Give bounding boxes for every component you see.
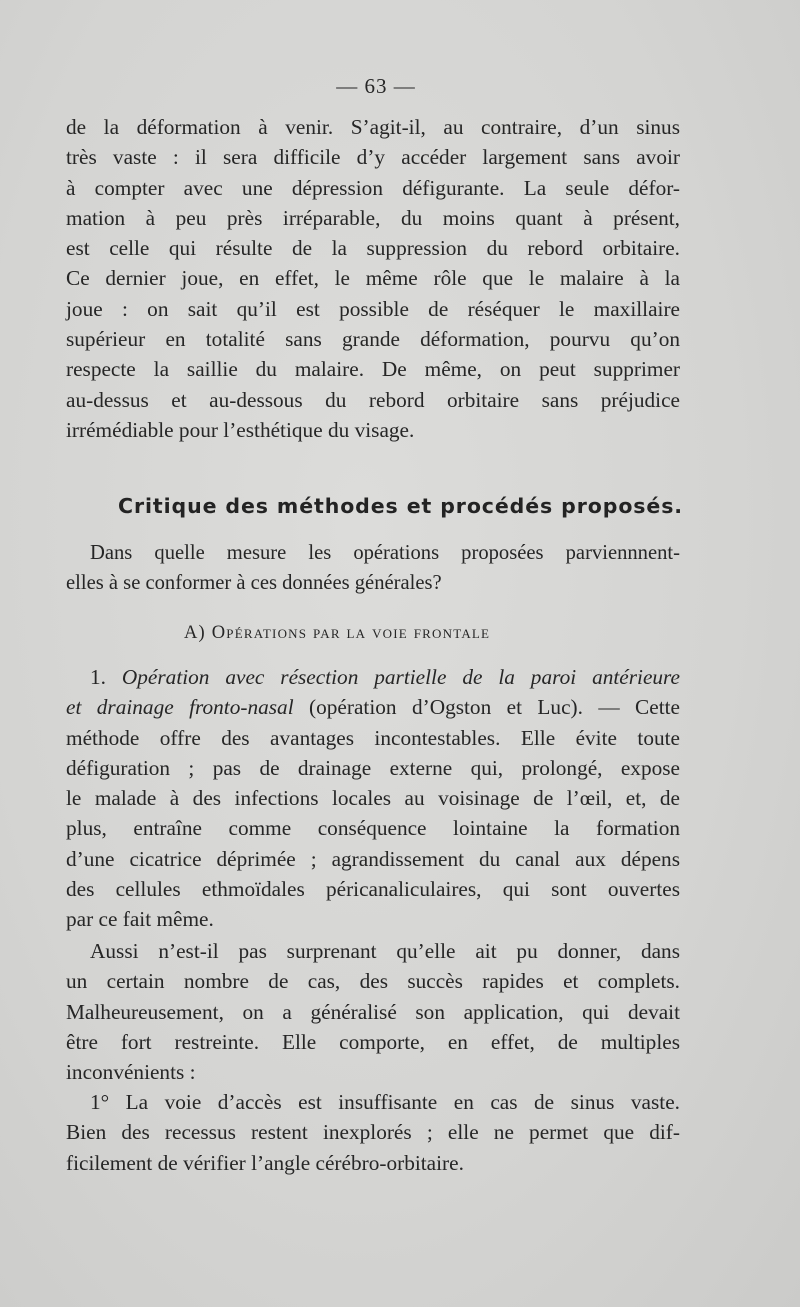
text-line <box>66 692 680 722</box>
text-line-rest: (opération d’Ogston et Luc). — Cette <box>309 695 681 720</box>
text-line: supérieur en totalité sans grande déformation, pourvu qu’on <box>66 327 680 352</box>
item-number: 1. <box>90 665 106 689</box>
text-line: très vaste : il sera difficile d’y accéder largement sans avoir <box>66 145 680 170</box>
text-line: est celle qui résulte de la suppression du rebord orbitaire. <box>66 236 680 261</box>
italic-title: et drainage fronto-nasal <box>66 695 294 720</box>
paragraph-voie-acces <box>66 1087 680 1178</box>
text-line: défiguration ; pas de drainage externe qui, prolongé, expose <box>66 755 680 780</box>
paragraph-inconvenients <box>66 936 680 1087</box>
text-line: elles à se conformer à ces données générales? <box>66 572 442 595</box>
text-line: ficilement de vérifier l’angle cérébro-orbitaire. <box>66 1150 464 1175</box>
italic-title: Opération avec résection partielle de la paroi antérieure <box>121 665 681 689</box>
text-line: irrémédiable pour l’esthétique du visage. <box>66 417 415 442</box>
text-line: 1° La voie d’accès est insuffisante en cas de sinus vaste. <box>90 1090 680 1114</box>
text-line: Bien des recessus restent inexplorés ; elle ne permet que dif- <box>66 1120 680 1145</box>
text-line: être fort restreinte. Elle comporte, en effet, de multiples <box>66 1029 680 1054</box>
text-line: de la déformation à venir. S’agit-il, au contraire, d’un sinus <box>66 115 680 139</box>
section-heading: Critique des méthodes et procédés proposés. <box>118 494 683 518</box>
text-line: Malheureusement, on a généralisé son application, qui devait <box>66 999 680 1024</box>
text-line: Aussi n’est-il pas surprenant qu’elle ait pu donner, dans <box>90 939 680 963</box>
subsection-heading <box>184 623 490 644</box>
text-line: un certain nombre de cas, des succès rapides et complets. <box>66 969 680 994</box>
text-line <box>66 662 680 692</box>
text-line: au-dessus et au-dessous du rebord orbitaire sans préjudice <box>66 387 680 412</box>
text-line: joue : on sait qu’il est possible de réséquer le maxillaire <box>66 296 680 321</box>
text-line: d’une cicatrice déprimée ; agrandissement du canal aux dépens <box>66 846 680 871</box>
paragraph-ogston-luc <box>66 662 680 935</box>
text-line: à compter avec une dépression défigurante. La seule défor- <box>66 175 680 200</box>
text-line: le malade à des infections locales au voisinage de l’œil, et, de <box>66 786 680 811</box>
page-number: — 63 — <box>336 74 416 98</box>
text-line: des cellules ethmoïdales péricanaliculaires, qui sont ouvertes <box>66 877 680 902</box>
text-line: par ce fait même. <box>66 907 214 932</box>
text-line: respecte la saillie du malaire. De même, on peut supprimer <box>66 357 680 382</box>
text-line: mation à peu près irréparable, du moins quant à présent, <box>66 205 680 230</box>
text-line: Dans quelle mesure les opérations proposées parviennnent- <box>90 542 680 564</box>
text-line: inconvénients : <box>66 1060 196 1085</box>
subsection-heading-text: A) Opérations par la voie frontale <box>184 623 491 643</box>
text-line: méthode offre des avantages incontestables. Elle évite toute <box>66 725 680 750</box>
paragraph-deformation <box>66 112 680 445</box>
text-line: plus, entraîne comme conséquence lointaine la formation <box>66 816 680 841</box>
text-line: Ce dernier joue, en effet, le même rôle que le malaire à la <box>66 266 680 291</box>
paragraph-question <box>66 538 680 599</box>
